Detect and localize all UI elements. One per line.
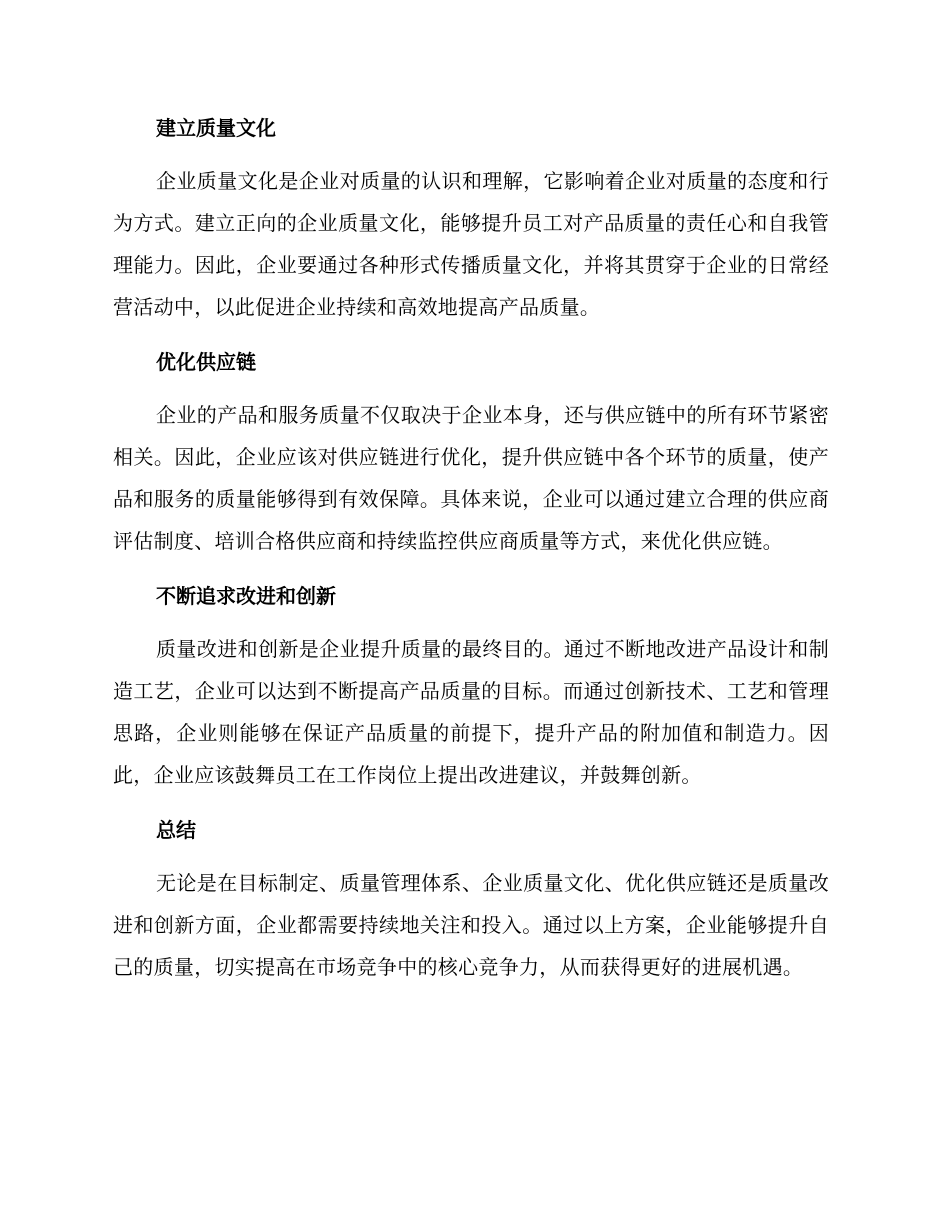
document-content [113, 108, 829, 1002]
section-body-quality-culture: 企业质量文化是企业对质量的认识和理解，它影响着企业对质量的态度和行为方式。建立正向的企业质量文化，能够提升员工对产品质量的责任心和自我管理能力。因此，企业要通过各种形式传播质量文化，并将其贯穿于企业的日常经营活动中，以此促进企业持续和高效地提高产品质量。 [113, 169, 829, 319]
section-heading-summary: 总结 [156, 818, 196, 842]
section-heading-supply-chain: 优化供应链 [156, 350, 256, 374]
section-body-summary: 无论是在目标制定、质量管理体系、企业质量文化、优化供应链还是质量改进和创新方面，企业都需要持续地关注和投入。通过以上方案，企业能够提升自己的质量，切实提高在市场竞争中的核心竞争力，从而获得更好的进展机遇。 [113, 871, 829, 979]
section-heading-improvement-innovation: 不断追求改进和创新 [156, 584, 336, 608]
section-body-supply-chain: 企业的产品和服务质量不仅取决于企业本身，还与供应链中的所有环节紧密相关。因此，企业应该对供应链进行优化，提升供应链中各个环节的质量，使产品和服务的质量能够得到有效保障。具体来说，企业可以通过建立合理的供应商评估制度、培训合格供应商和持续监控供应商质量等方式，来优化供应链。 [113, 403, 829, 553]
section-heading-quality-culture: 建立质量文化 [156, 116, 276, 140]
section-body-improvement-innovation: 质量改进和创新是企业提升质量的最终目的。通过不断地改进产品设计和制造工艺，企业可以达到不断提高产品质量的目标。而通过创新技术、工艺和管理思路，企业则能够在保证产品质量的前提下，提升产品的附加值和制造力。因此，企业应该鼓舞员工在工作岗位上提出改进建议，并鼓舞创新。 [113, 637, 829, 787]
